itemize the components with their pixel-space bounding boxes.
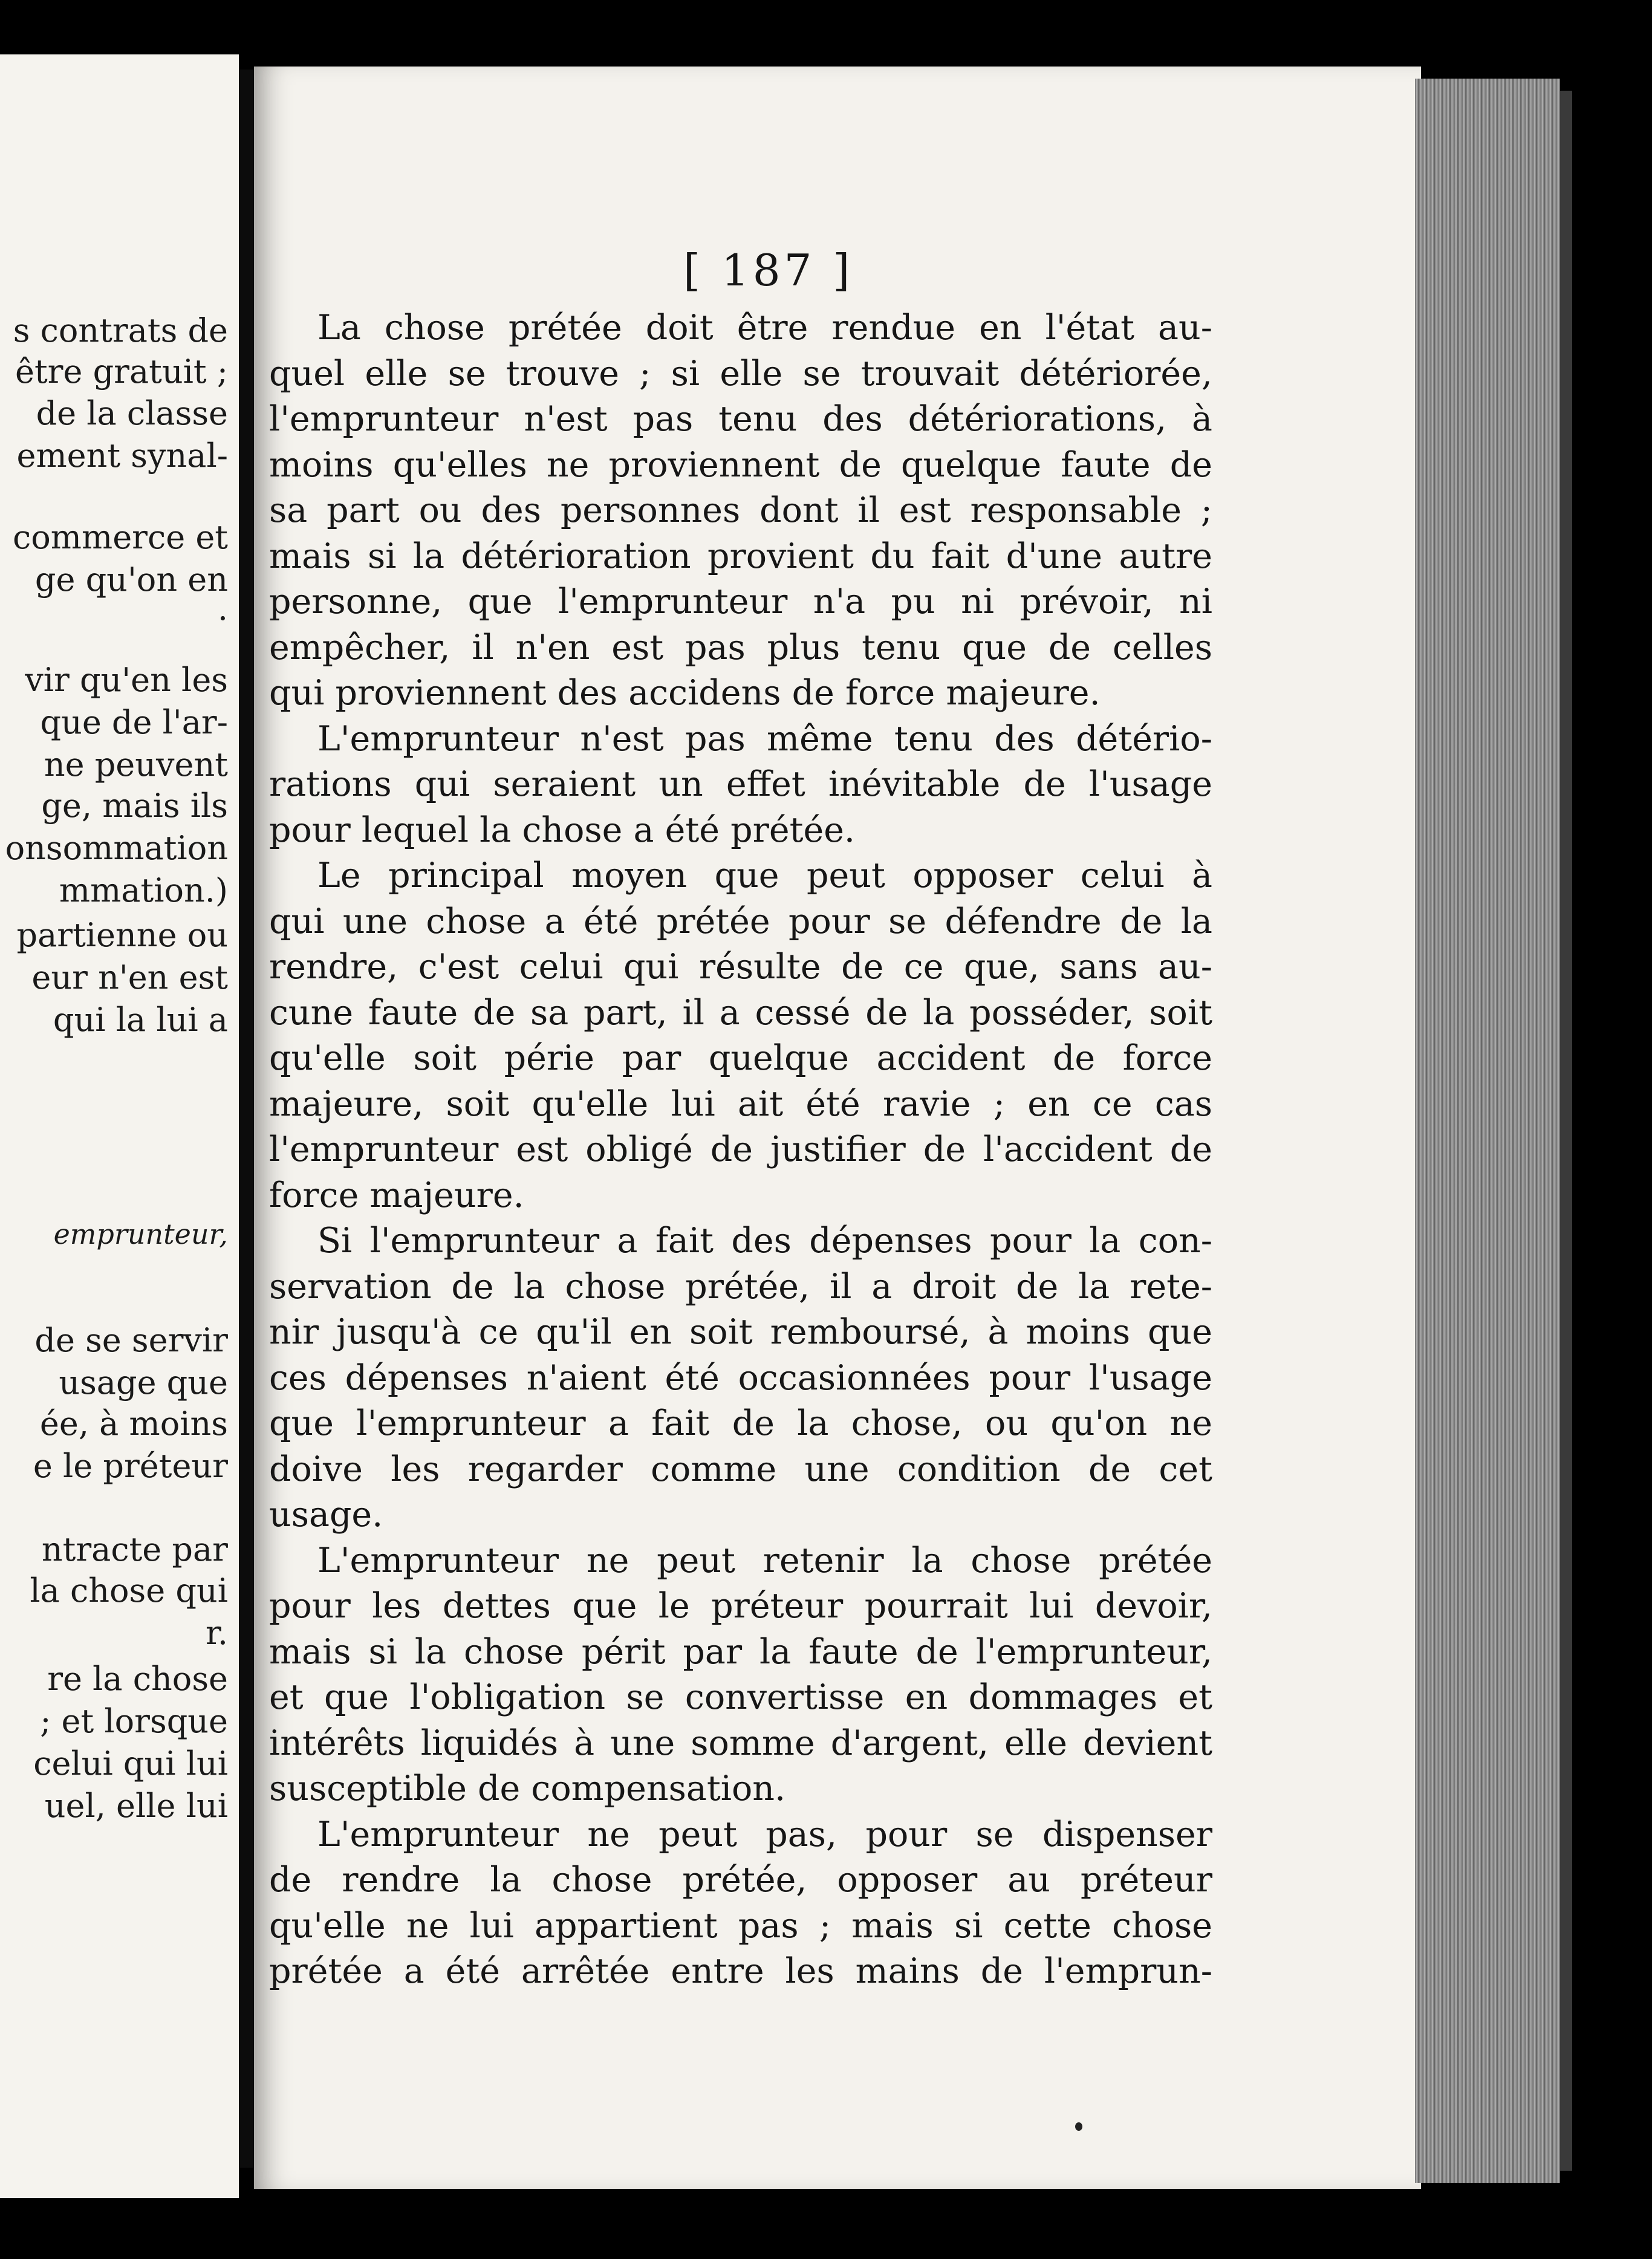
left-page-line: ; et lorsque — [40, 1702, 228, 1740]
left-page-line: ge qu'on en — [34, 561, 228, 599]
left-page — [0, 54, 239, 2198]
text-line: pour lequel la chose a été prétée. — [269, 810, 856, 850]
left-page-line: de la classe — [36, 394, 228, 432]
text-line: cune faute de sa part, il a cessé de la posséder, soit — [269, 992, 1212, 1033]
text-line: L'emprunteur ne peut retenir la chose prétée — [317, 1540, 1212, 1581]
left-page-line: celui qui lui — [33, 1744, 228, 1783]
text-line: Le principal moyen que peut opposer celui à — [317, 856, 1212, 895]
text-line: l'emprunteur n'est pas tenu des détériorations, à — [269, 399, 1212, 439]
left-page-line: vir qu'en les — [25, 661, 228, 699]
text-line: servation de la chose prétée, il a droit de la rete- — [269, 1266, 1212, 1307]
page-edge-shadow — [1560, 91, 1572, 2171]
text-line: majeure, soit qu'elle lui ait été ravie ; en ce cas — [269, 1084, 1212, 1124]
text-line: qu'elle soit périe par quelque accident de force — [269, 1038, 1212, 1078]
text-line: force majeure. — [269, 1175, 524, 1215]
text-line: qui proviennent des accidens de force majeure. — [269, 673, 1101, 713]
paragraph — [269, 1538, 1212, 1812]
text-line: que l'emprunteur a fait de la chose, ou qu'on ne — [269, 1403, 1212, 1443]
left-page-line: s contrats de — [13, 311, 228, 349]
text-line: et que l'obligation se convertisse en dommages et — [269, 1677, 1212, 1717]
paragraph — [269, 717, 1212, 854]
left-page-line: mmation.) — [59, 871, 228, 909]
left-page-line: ge, mais ils — [41, 787, 228, 825]
text-line: prétée a été arrêtée entre les mains de l'emprun- — [269, 1951, 1212, 1991]
text-line: intérêts liquidés à une somme d'argent, elle devient — [269, 1723, 1212, 1763]
left-page-line: être gratuit ; — [15, 353, 228, 391]
body-text — [269, 305, 1212, 1995]
text-line: mais si la chose périt par la faute de l'emprunteur, — [269, 1631, 1212, 1672]
left-page-line: commerce et — [13, 518, 228, 556]
text-line: empêcher, il n'en est pas plus tenu que de celles — [269, 627, 1212, 668]
left-page-line: ée, à moins — [39, 1405, 228, 1443]
text-line: qui une chose a été prétée pour se défendre de la — [269, 901, 1212, 941]
left-page-line: eur n'en est — [31, 958, 228, 996]
left-page-line: qui la lui a — [53, 1001, 228, 1039]
text-line: l'emprunteur est obligé de justifier de l'accident de — [269, 1130, 1212, 1169]
text-line: pour les dettes que le préteur pourrait lui devoir, — [269, 1586, 1212, 1626]
left-page-line: e le préteur — [33, 1447, 228, 1485]
text-line: usage. — [269, 1495, 383, 1535]
left-page-line: de se servir — [34, 1321, 228, 1359]
paragraph — [269, 853, 1212, 1218]
text-line: qu'elle ne lui appartient pas ; mais si cette chose — [269, 1905, 1212, 1946]
left-page-line: la chose qui — [30, 1572, 228, 1610]
paragraph — [269, 1218, 1212, 1538]
left-page-line: emprunteur, — [53, 1218, 228, 1250]
left-page-line: ement synal- — [16, 437, 228, 475]
left-page-line: que de l'ar- — [40, 703, 228, 741]
text-line: mais si la détérioration provient du fait d'une autre — [269, 536, 1212, 576]
left-page-line: usage que — [59, 1364, 228, 1402]
left-page-line: ne peuvent — [44, 746, 228, 784]
text-line: doive les regarder comme une condition de cet — [269, 1449, 1212, 1489]
left-page-line: ntracte par — [41, 1530, 228, 1568]
text-line: nir jusqu'à ce qu'il en soit remboursé, à moins que — [269, 1312, 1212, 1352]
left-page-line: . — [217, 590, 228, 628]
page-edge-stack — [1415, 79, 1560, 2183]
left-page-line: partienne ou — [16, 916, 228, 954]
paragraph — [269, 1812, 1212, 1995]
text-line: L'emprunteur ne peut pas, pour se dispenser — [317, 1814, 1212, 1854]
text-line: rendre, c'est celui qui résulte de ce que, sans au- — [269, 947, 1212, 987]
text-line: personne, que l'emprunteur n'a pu ni prévoir, ni — [269, 582, 1212, 622]
left-page-line: onsommation — [5, 829, 228, 867]
left-page-line: re la chose — [47, 1660, 228, 1698]
text-line: rations qui seraient un effet inévitable de l'usage — [269, 764, 1212, 804]
text-line: quel elle se trouve ; si elle se trouvait détériorée, — [269, 353, 1212, 394]
text-line: moins qu'elles ne proviennent de quelque faute de — [269, 444, 1212, 485]
text-line: de rendre la chose prétée, opposer au préteur — [269, 1860, 1212, 1900]
text-line: L'emprunteur n'est pas même tenu des détério- — [317, 718, 1212, 759]
paragraph — [269, 305, 1212, 717]
left-page-line: uel, elle lui — [44, 1787, 228, 1825]
ink-spot — [1075, 2122, 1082, 2131]
left-page-line: r. — [205, 1614, 228, 1652]
text-line: ces dépenses n'aient été occasionnées pour l'usage — [269, 1357, 1212, 1398]
page-number: [ 187 ] — [683, 245, 854, 296]
text-line: susceptible de compensation. — [269, 1769, 786, 1809]
text-line: Si l'emprunteur a fait des dépenses pour la con- — [317, 1221, 1212, 1261]
text-line: La chose prétée doit être rendue en l'état au- — [317, 308, 1212, 348]
text-line: sa part ou des personnes dont il est responsable ; — [269, 490, 1212, 530]
